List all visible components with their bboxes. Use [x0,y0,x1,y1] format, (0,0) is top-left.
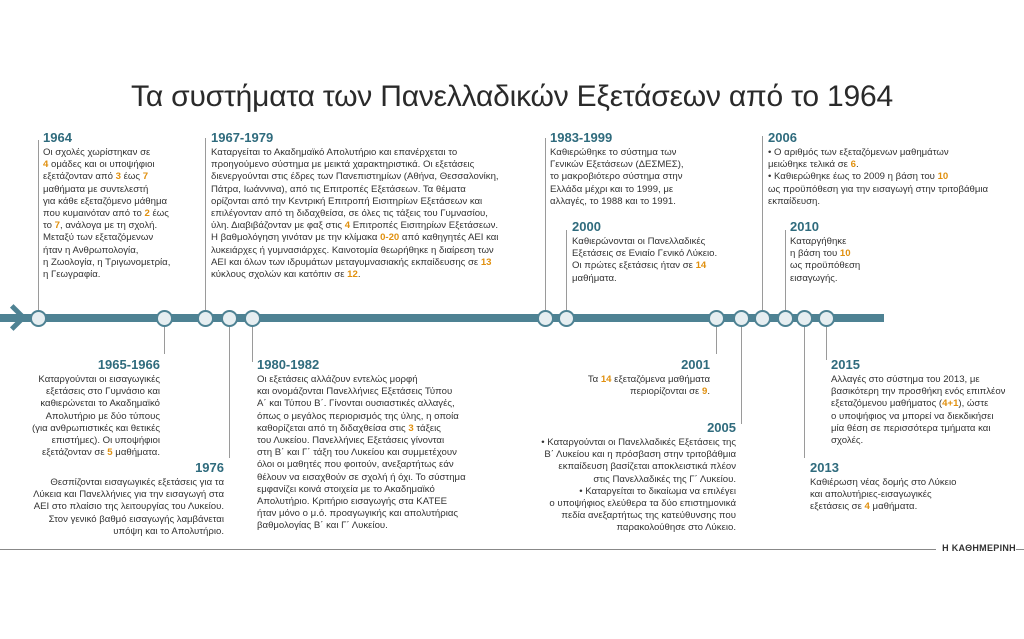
highlighted-number: 4 [43,159,49,171]
highlighted-number: 10 [937,171,949,183]
timeline-dot-2000 [558,310,575,327]
event-year: 1976 [195,460,224,475]
event-text-line: βαθμολογίας Β΄ και Γ΄ Λυκείου. [257,520,388,532]
event-text-line: Καθιέρωση νέας δομής στο Λύκειο [810,477,957,488]
event-text-line: βασικότερη την προσθήκη ενός επιπλέον [831,386,1006,398]
highlighted-number: 5 [107,447,113,459]
event-text-line: Μεταξύ των εξεταζόμενων [43,232,154,244]
timeline-dot-2001 [708,310,725,327]
event-text-line: επιστήμες). Οι υποψήφιοι [51,435,160,447]
event-text-line: του Λυκείου. Πανελλήνιες Εξετάσεις γίνονται [257,435,445,447]
event-text-line: 4 ομάδες και οι υποψήφιοι [43,159,155,171]
chevron-right-icon [0,304,27,331]
event-2001 [470,357,710,398]
event-text-line: Καταργούνται οι εισαγωγικές [38,374,160,385]
footer-rule [0,549,1024,550]
event-text-line: μαθήματα με συντελεστή [43,183,149,195]
highlighted-number: 10 [839,248,851,260]
highlighted-number: 4 [344,220,351,232]
event-year: 2006 [768,130,797,145]
event-year: 1964 [43,130,72,145]
event-text-line: μαθήματα. [572,272,617,284]
event-text-line: Απολυτήριο. Κριτήριο εισαγωγής στα ΚΑΤΕΕ [257,496,448,508]
event-text-line: η Γεωγραφία. [43,269,101,281]
connector-1980-1982 [252,324,253,362]
event-text-line: ο υποψήφιος να μπορεί να διεκδικήσει [831,410,994,422]
event-text-line: ήταν η Ανθρωπολογία, [43,244,139,256]
highlighted-number: 4+1 [942,398,959,410]
timeline-dot-2005 [733,310,750,327]
timeline-dot-2006 [754,310,771,327]
event-text-line: ως προϋπόθεση [790,260,861,272]
event-year: 2001 [681,357,710,372]
event-1967-1979 [211,130,541,281]
event-2010 [790,219,900,285]
event-text-line: ΑΕΙ και όλων των ιδρυμάτων μεταγυμνασιακής εκπαίδευσης σε 13 [211,256,492,268]
connector-1965-1966 [164,324,165,354]
event-text-line: ως προϋπόθεση για την εισαγωγή στην τριτοβάθμια [768,183,989,195]
highlighted-number: 4 [864,501,870,513]
event-text-line: διενεργούνται στις έδρες των Πανεπιστημίων (Αθήνα, Θεσσαλονίκη, [211,171,499,183]
event-2015 [831,357,1021,447]
event-text-line: μειώθηκε τελικά σε 6. [768,159,859,171]
event-text-line: ήταν μόνο ο μ.ό. προαγωγικής και απολυτήριας [257,508,459,520]
timeline-dot-1983-1999 [537,310,554,327]
event-year: 1965-1966 [97,357,160,372]
event-text-line: που κυμαινόταν από το 2 έως [43,208,169,220]
event-year: 2000 [572,219,601,234]
highlighted-number: 0-20 [380,232,400,244]
event-text-line: • Καταργούνται οι Πανελλαδικές Εξετάσεις της [541,437,736,448]
connector-2006 [762,136,763,312]
highlighted-number: 14 [600,374,612,385]
event-text-line: Καταργήθηκε [790,236,847,247]
event-text-line: εκπαίδευση. [768,195,821,207]
event-text-line: υπόψη και το Απολυτήριο. [113,525,224,537]
event-year: 1967-1979 [211,130,274,145]
event-text-line: (για ανθρωπιστικές και θετικές [31,422,160,434]
event-2000 [572,219,742,285]
event-text-line: αλλαγές, το 1988 και το 1991. [550,195,676,207]
event-text-line: εξετάζονταν από 3 έως 7 [43,171,149,183]
event-text-line: Πάτρα, Ιωάννινα), από τις Επιτροπές Εξετάσεων. Τα θέματα [211,183,466,195]
event-text-line: • Καταργείται το δικαίωμα να επιλέγει [579,485,736,497]
event-text-line: εισαγωγής. [790,272,838,284]
event-text-line: Καθιερώθηκε το σύστημα των [550,147,677,158]
event-text-line: Οι πρώτες εξετάσεις ήταν σε 14 [572,260,707,272]
timeline-dot-1976 [221,310,238,327]
event-text-line: ο υποψήφιος ελεύθερα τα δύο επιστημονικά [549,498,736,510]
connector-1976 [229,324,230,458]
timeline-dot-2010 [777,310,794,327]
event-text-line: Καταργείται το Ακαδημαϊκό Απολυτήριο και επανέρχεται το [211,147,458,158]
highlighted-number: 14 [695,260,707,272]
timeline-dot-1967-1979 [197,310,214,327]
event-text-line: λυκειάρχες ή γυμνασιάρχες. Καινοτομία θεωρήθηκε η διαίρεση των [211,244,494,256]
page-title: Τα συστήματα των Πανελλαδικών Εξετάσεων από το 1964 [131,80,893,113]
event-1964 [43,130,213,281]
timeline-dot-2013 [796,310,813,327]
event-text-line: Β΄ Λυκείου και η πρόσβαση στην τριτοβάθμια [544,449,736,461]
event-text-line: εξετάσεις σε 4 μαθήματα. [810,501,918,513]
event-text-line: Στον γενικό βαθμό εισαγωγής λαμβάνεται [48,513,224,525]
event-text-line: Θεσπίζονται εισαγωγικές εξετάσεις για τα [50,477,224,488]
highlighted-number: 9 [701,386,708,398]
event-text-line: εκπαίδευση βασίζεται αποκλειστικά πλέον [558,461,736,473]
highlighted-number: 2 [144,208,150,220]
highlighted-number: 3 [408,422,414,434]
event-text-line: εξετάζονταν σε 5 μαθήματα. [42,447,160,459]
connector-2010 [785,230,786,312]
timeline-dot-1965-1966 [156,310,173,327]
timeline-dot-1964 [30,310,47,327]
event-year: 2010 [790,219,819,234]
event-2013 [810,460,1010,514]
event-text-line: εξεταζόμενου μαθήματος (4+1), ώστε [831,398,989,410]
event-text-line: εξετάσεις στο Γυμνάσιο και [45,386,160,398]
event-text-line: στις Πανελλαδικές της Γ΄ Λυκείου. [593,473,736,485]
event-2005 [496,420,736,535]
event-year: 2005 [707,420,736,435]
event-text-line: Ελλάδα μέχρι και το 1999, με [550,183,674,195]
event-text-line: κύκλους σχολών και κατόπιν σε 12. [211,269,361,281]
event-text-line: Αλλαγές στο σύστημα του 2013, με [831,374,980,385]
highlighted-number: 12 [347,269,358,281]
highlighted-number: 6 [850,159,856,171]
event-text-line: και απολυτήριες-εισαγωγικές [810,489,932,501]
event-year: 1983-1999 [550,130,613,145]
event-text-line: και ονομάζονται Πανελλήνιες Εξετάσεις Τύπου [257,386,453,398]
event-text-line: παρακολούθησε στο Λύκειο. [616,522,736,534]
event-text-line: το μακροβιότερο σύστημα στην [550,171,683,183]
connector-2013 [804,324,805,458]
event-text-line: η Ζωολογία, η Τριγωνομετρία, [43,256,171,268]
event-text-line: περιορίζονται σε 9. [629,386,710,398]
event-text-line: μία θέση σε περισσότερα τμήματα και [831,422,991,434]
connector-2005 [741,324,742,424]
event-text-line: • Ο αριθμός των εξεταζόμενων μαθημάτων [768,147,949,158]
highlighted-number: 7 [54,220,60,232]
event-text-line: επιλέγονταν από τη διδαχθείσα, σε όλες τις τάξεις του Γυμνασίου, [211,208,488,220]
connector-1983-1999 [545,138,546,312]
event-text-line: Εξετάσεις σε Ενιαίο Γενικό Λύκειο. [572,248,718,260]
event-1965-1966 [0,357,160,459]
event-text-line: Οι εξετάσεις αλλάζουν εντελώς μορφή [257,374,418,385]
event-text-line: όπως ο μεγάλος περιορισμός της ύλης, η οποία [257,410,459,422]
event-text-line: στη Β΄ και Γ΄ τάξη του Λυκείου και συμμετέχουν [257,447,457,459]
event-text-line: εμφανίζει κοινά στοιχεία με το Ακαδημαϊκό [257,483,435,495]
connector-2015 [826,324,827,360]
connector-1964 [38,140,39,312]
event-text-line: ορίζονται από την Κεντρική Επιτροπή Εισιτηρίων Εξετάσεων και [211,195,483,207]
connector-2000 [566,230,567,312]
event-text-line: καθορίζεται από τη διδαχθείσα στις 3 τάξεις [257,422,441,434]
highlighted-number: 13 [480,256,492,268]
event-text-line: ύλη. Διαβιβάζονταν με φαξ στις 4 Επιτροπές Εισιτηρίων Εξετάσεων. [211,220,499,232]
event-1980-1982 [257,357,497,533]
event-text-line: Τα 14 εξεταζόμενα μαθήματα [587,374,710,385]
event-text-line: προηγούμενο σύστημα με μεικτά χαρακτηριστικά. Οι εξετάσεις [211,159,475,171]
event-text-line: Η βαθμολόγηση γινόταν με την κλίμακα 0-20 από καθηγητές ΑΕΙ και [211,232,499,244]
event-text-line: για κάθε εξεταζόμενο μάθημα [43,195,168,207]
event-2006 [768,130,1008,208]
event-text-line: Γενικών Εξετάσεων (ΔΕΣΜΕΣ), [550,159,684,171]
event-1983-1999 [550,130,710,208]
event-1976 [2,460,224,538]
event-text-line: η βάση του 10 [790,248,851,260]
timeline-axis [0,314,884,322]
event-text-line: θέλουν να εισαχθούν σε σχολή ή όχι. Το σύστημα [257,471,466,483]
source-credit: Η ΚΑΘΗΜΕΡΙΝΗ [936,543,1016,553]
event-text-line: σχολές. [831,435,864,447]
event-year: 2015 [831,357,860,372]
event-text-line: Λύκεια και Πανελλήνιες για την εισαγωγή στα [33,489,224,501]
event-text-line: Α΄ και Τύπου Β΄. Γίνονται ουσιαστικές αλλαγές, [257,398,455,410]
event-text-line: ΑΕΙ στο πλαίσιο της λειτουργίας του Λυκείου. [33,501,224,513]
event-text-line: το 7, ανάλογα με τη σχολή. [43,220,158,232]
timeline-dot-2015 [818,310,835,327]
event-text-line: καθιερώνεται το Ακαδημαϊκό [40,398,160,410]
event-text-line: Απολυτήριο με δύο τύπους [45,410,160,422]
event-text-line: Οι σχολές χωρίστηκαν σε [43,147,151,158]
event-text-line: όλοι οι μαθητές που φοιτούν, ανεξαρτήτως εάν [257,459,454,471]
event-text-line: Καθιερώνονται οι Πανελλαδικές [572,236,706,247]
highlighted-number: 3 [115,171,121,183]
event-year: 1980-1982 [257,357,320,372]
event-year: 2013 [810,460,839,475]
connector-2001 [716,324,717,354]
highlighted-number: 7 [142,171,149,183]
event-text-line: πεδία ανεξαρτήτως της κατεύθυνσης που [561,510,736,522]
event-text-line: • Καθιερώθηκε έως το 2009 η βάση του 10 [768,171,949,183]
timeline-dot-1980-1982 [244,310,261,327]
